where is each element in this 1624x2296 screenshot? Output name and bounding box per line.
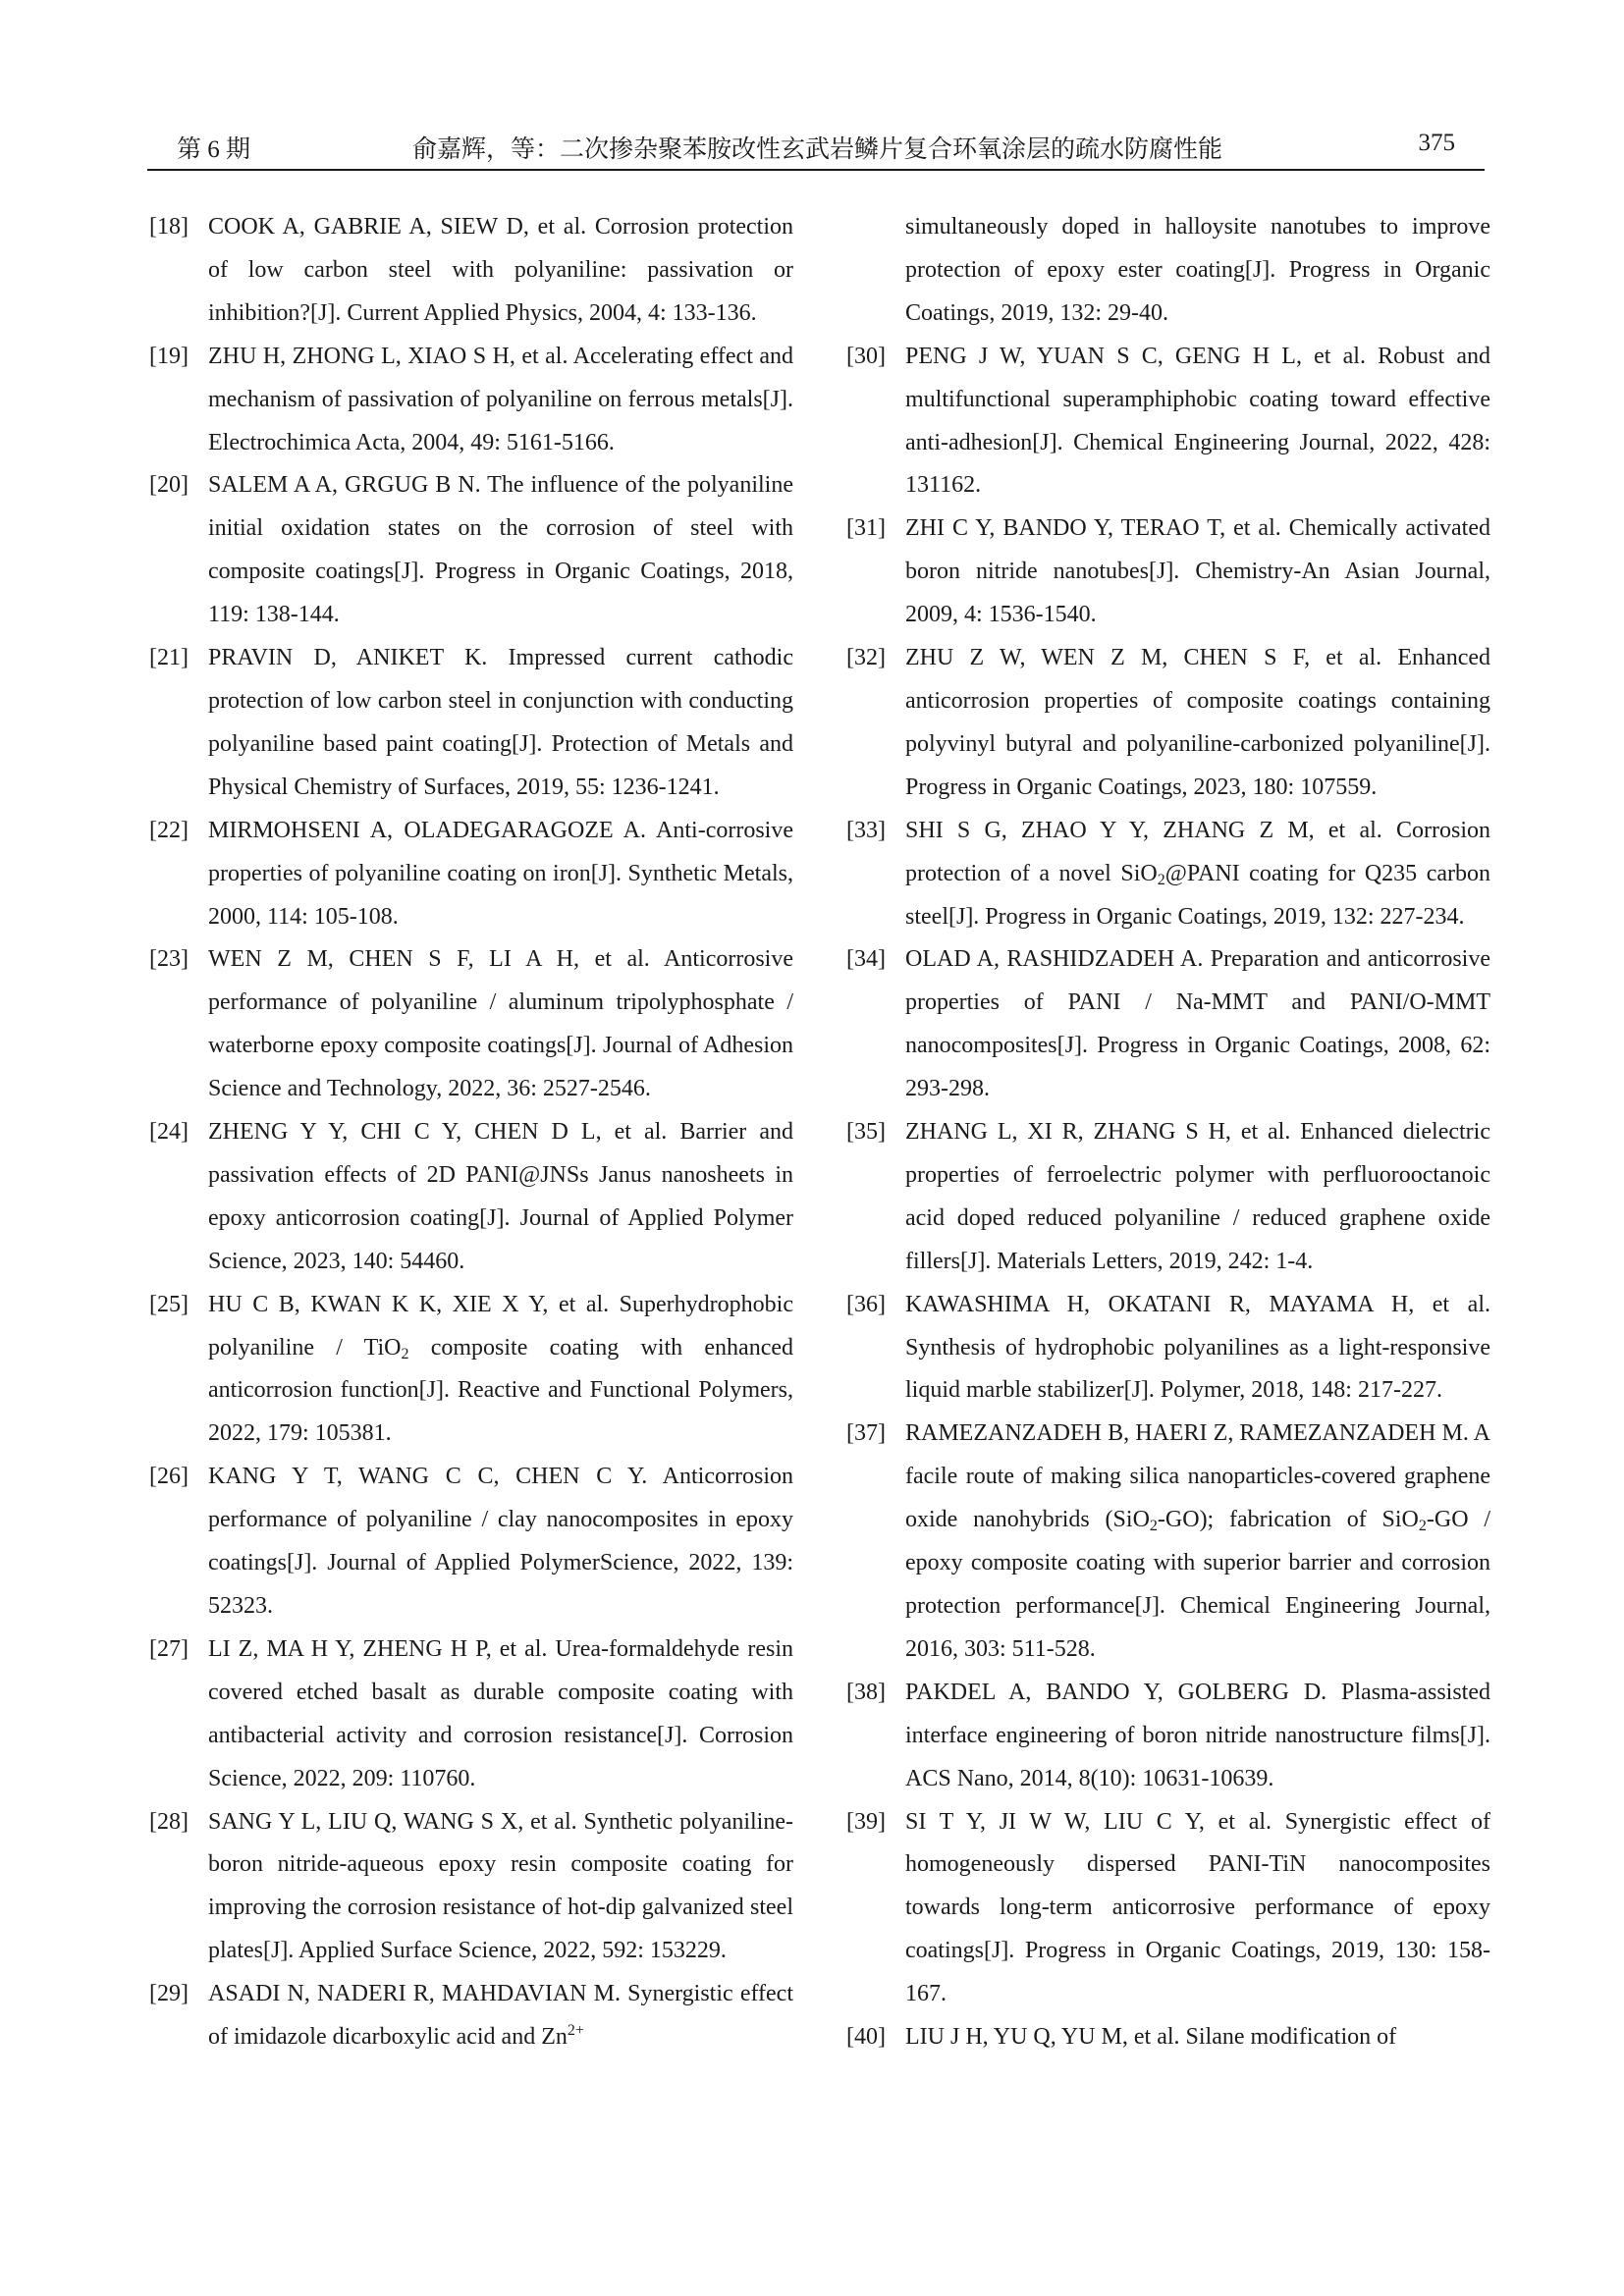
- reference-item: [149, 637, 793, 810]
- reference-item: [846, 2016, 1490, 2059]
- reference-item: [149, 1801, 793, 1974]
- reference-text: KANG Y T, WANG C C, CHEN C Y. Anticorrosion performance of polyaniline / clay nanocomposites in epoxy coatings[J]. Journal of Applied PolymerScience, 2022, 139: 52323.: [208, 1464, 793, 1619]
- reference-text: SHI S G, ZHAO Y Y, ZHANG Z M, et al. Corrosion protection of a novel SiO$_2$@PANI coating for Q235 carbon steel[J]. Progress in Organic Coatings, 2019, 132: 227-234.: [905, 817, 1490, 930]
- reference-item: [149, 810, 793, 939]
- reference-text: LIU J H, YU Q, YU M, et al. Silane modification of: [905, 2024, 1397, 2051]
- reference-number: [29]: [149, 1981, 189, 2007]
- reference-item: [149, 1629, 793, 1801]
- reference-item: [846, 938, 1490, 1111]
- reference-text: MIRMOHSENI A, OLADEGARAGOZE A. Anti-corrosive properties of polyaniline coating on iron[J]. Synthetic Metals, 2000, 114: 105-108.: [208, 817, 793, 930]
- reference-text: ZHI C Y, BANDO Y, TERAO T, et al. Chemically activated boron nitride nanotubes[J]. Chemistry-An Asian Journal, 2009, 4: 1536-1540.: [905, 515, 1490, 628]
- reference-item: [149, 1284, 793, 1457]
- reference-number: [30]: [846, 343, 886, 369]
- reference-number: [18]: [149, 214, 189, 240]
- issue-number: 第 6 期: [177, 136, 251, 163]
- reference-item: [846, 507, 1490, 637]
- reference-number: [36]: [846, 1291, 886, 1317]
- reference-item: [149, 464, 793, 637]
- reference-number: [34]: [846, 946, 886, 973]
- reference-text: HU C B, KWAN K K, XIE X Y, et al. Superhydrophobic polyaniline / TiO$_2$ composite coating with enhanced anticorrosion function[J]. Reactive and Functional Polymers, 2022, 179: 105381.: [208, 1291, 793, 1447]
- reference-number: [32]: [846, 645, 886, 671]
- reference-number: [31]: [846, 515, 886, 542]
- reference-item: [846, 336, 1490, 508]
- reference-number: [21]: [149, 645, 189, 671]
- reference-number: [28]: [149, 1808, 189, 1835]
- reference-number: [27]: [149, 1635, 189, 1662]
- reference-text: SI T Y, JI W W, LIU C Y, et al. Synergistic effect of homogeneously dispersed PANI-TiN nanocomposites towards long-term anticorrosive performance of epoxy coatings[J]. Progress in Organic Coatings, 2019, 130: 158-167.: [905, 1808, 1490, 2007]
- reference-text: COOK A, GABRIE A, SIEW D, et al. Corrosion protection of low carbon steel with polyaniline: passivation or inhibition?[J]. Current Applied Physics, 2004, 4: 133-136.: [208, 214, 793, 326]
- reference-text: ZHENG Y Y, CHI C Y, CHEN D L, et al. Barrier and passivation effects of 2D PANI@JNSs Janus nanosheets in epoxy anticorrosion coating[J]. Journal of Applied Polymer Science, 2023, 140: 54460.: [208, 1119, 793, 1274]
- reference-item: [846, 1284, 1490, 1414]
- reference-item: [846, 810, 1490, 939]
- reference-text: ZHANG L, XI R, ZHANG S H, et al. Enhanced dielectric properties of ferroelectric polymer with perfluorooctanoic acid doped reduced polyaniline / reduced graphene oxide fillers[J]. Materials Letters, 2019, 242: 1-4.: [905, 1119, 1490, 1274]
- reference-item: [149, 1111, 793, 1284]
- reference-number: [20]: [149, 472, 189, 499]
- reference-number: [39]: [846, 1808, 886, 1835]
- running-title: 俞嘉辉，等：二次掺杂聚苯胺改性玄武岩鳞片复合环氧涂层的疏水防腐性能: [412, 136, 1223, 163]
- page-number: 375: [1418, 130, 1455, 156]
- reference-text: PAKDEL A, BANDO Y, GOLBERG D. Plasma-assisted interface engineering of boron nitride nanostructure films[J]. ACS Nano, 2014, 8(10): 10631-10639.: [905, 1679, 1490, 1791]
- reference-item: [846, 1801, 1490, 2017]
- reference-number: [22]: [149, 817, 189, 843]
- references-right-column: [846, 206, 1490, 2059]
- reference-number: [23]: [149, 946, 189, 973]
- reference-item: [846, 1672, 1490, 1801]
- reference-item: [846, 1111, 1490, 1284]
- references-left-column: [149, 206, 793, 2059]
- reference-text: PRAVIN D, ANIKET K. Impressed current cathodic protection of low carbon steel in conjunction with conducting polyaniline based paint coating[J]. Protection of Metals and Physical Chemistry of Surfaces, 2019, 55: 1236-1241.: [208, 645, 793, 800]
- reference-text: ZHU H, ZHONG L, XIAO S H, et al. Accelerating effect and mechanism of passivation of polyaniline on ferrous metals[J]. Electrochimica Acta, 2004, 49: 5161-5166.: [208, 343, 793, 455]
- reference-text: ASADI N, NADERI R, MAHDAVIAN M. Synergistic effect of imidazole dicarboxylic acid and $Zn^{2+}$: [208, 1981, 793, 2051]
- reference-item: [149, 336, 793, 465]
- reference-item: [149, 206, 793, 336]
- reference-item: [149, 938, 793, 1111]
- reference-continuation: simultaneously doped in halloysite nanotubes to improve protection of epoxy ester coating[J]. Progress in Organic Coatings, 2019, 132: 29-40.: [905, 214, 1490, 326]
- reference-text: WEN Z M, CHEN S F, LI A H, et al. Anticorrosive performance of polyaniline / aluminum tripolyphosphate / waterborne epoxy composite coatings[J]. Journal of Adhesion Science and Technology, 2022, 36: 2527-2546.: [208, 946, 793, 1102]
- reference-text: SALEM A A, GRGUG B N. The influence of the polyaniline initial oxidation states on the corrosion of steel with composite coatings[J]. Progress in Organic Coatings, 2018, 119: 138-144.: [208, 472, 793, 628]
- reference-item: [149, 1456, 793, 1629]
- reference-item: [846, 1413, 1490, 1671]
- reference-text: PENG J W, YUAN S C, GENG H L, et al. Robust and multifunctional superamphiphobic coating toward effective anti-adhesion[J]. Chemical Engineering Journal, 2022, 428: 131162.: [905, 343, 1490, 499]
- reference-text: RAMEZANZADEH B, HAERI Z, RAMEZANZADEH M. A facile route of making silica nanoparticles-covered graphene oxide nanohybrids (SiO$_2$-GO); fabrication of SiO$_2$-GO / epoxy composite coating with superior barrier and corrosion protection performance[J]. Chemical Engineering Journal, 2016, 303: 511-528.: [905, 1420, 1491, 1662]
- reference-number: [25]: [149, 1291, 189, 1317]
- reference-text: ZHU Z W, WEN Z M, CHEN S F, et al. Enhanced anticorrosion properties of composite coatings containing polyvinyl butyral and polyaniline-carbonized polyaniline[J]. Progress in Organic Coatings, 2023, 180: 107559.: [905, 645, 1490, 800]
- reference-item: [846, 637, 1490, 810]
- running-header: [147, 126, 1485, 171]
- reference-number: [38]: [846, 1679, 886, 1705]
- reference-number: [37]: [846, 1420, 886, 1447]
- reference-number: [26]: [149, 1464, 189, 1490]
- reference-text: KAWASHIMA H, OKATANI R, MAYAMA H, et al. Synthesis of hydrophobic polyanilines as a light-responsive liquid marble stabilizer[J]. Polymer, 2018, 148: 217-227.: [905, 1291, 1490, 1404]
- reference-number: [35]: [846, 1119, 886, 1146]
- reference-number: [33]: [846, 817, 886, 843]
- reference-item: [149, 1973, 793, 2059]
- reference-number: [40]: [846, 2024, 886, 2051]
- reference-number: [19]: [149, 343, 189, 369]
- reference-text: OLAD A, RASHIDZADEH A. Preparation and anticorrosive properties of PANI / Na-MMT and PANI/O-MMT nanocomposites[J]. Progress in Organic Coatings, 2008, 62: 293-298.: [905, 946, 1490, 1102]
- reference-text: SANG Y L, LIU Q, WANG S X, et al. Synthetic polyaniline-boron nitride-aqueous epoxy resin composite coating for improving the corrosion resistance of hot-dip galvanized steel plates[J]. Applied Surface Science, 2022, 592: 153229.: [208, 1808, 793, 1964]
- reference-number: [24]: [149, 1119, 189, 1146]
- reference-text: LI Z, MA H Y, ZHENG H P, et al. Urea-formaldehyde resin covered etched basalt as durable composite coating with antibacterial activity and corrosion resistance[J]. Corrosion Science, 2022, 209: 110760.: [208, 1635, 793, 1791]
